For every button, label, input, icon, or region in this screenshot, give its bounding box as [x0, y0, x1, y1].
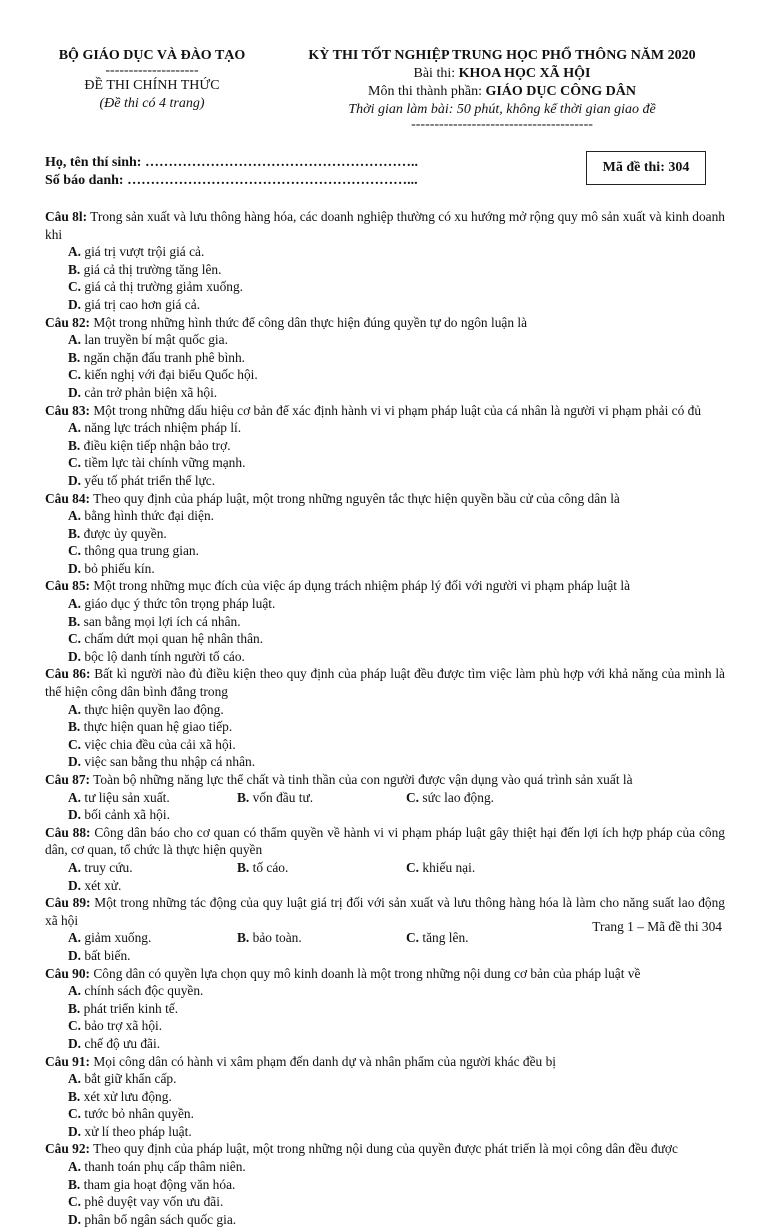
answer-options [45, 419, 725, 489]
option-letter: D. [68, 560, 82, 576]
answer-option [68, 1017, 406, 1035]
answer-option [68, 331, 406, 349]
question-number: Câu 84: [45, 490, 91, 506]
option-text: truy cứu. [84, 859, 133, 875]
option-text: cản trở phản biện xã hội. [84, 384, 218, 400]
option-text: giá cả thị trường tăng lên. [83, 261, 222, 277]
option-letter: B. [68, 261, 81, 277]
answer-option [68, 261, 406, 279]
option-text: giá trị cao hơn giá cả. [84, 296, 201, 312]
option-text: phát triển kinh tế. [83, 1000, 179, 1016]
answer-option [406, 859, 575, 877]
question-stem [45, 824, 725, 859]
question-block [45, 314, 725, 402]
answer-option [68, 296, 406, 314]
option-letter: C. [68, 367, 82, 383]
option-letter: A. [68, 508, 82, 524]
question-block [45, 1053, 725, 1141]
answer-option [68, 701, 406, 719]
answer-options [45, 1070, 725, 1140]
question-stem [45, 771, 725, 789]
answer-option [68, 789, 237, 807]
option-text: việc chia đều của cải xã hội. [84, 736, 236, 752]
option-letter: B. [237, 789, 250, 805]
option-letter: B. [68, 1000, 81, 1016]
question-text: Bất kì người nào đủ điều kiện theo quy định của pháp luật đều được tìm việc làm phù hợp với khả năng của mình là thể hiện công dân bình đẳng trong [45, 666, 725, 700]
header-left [40, 47, 264, 113]
option-letter: C. [68, 736, 82, 752]
option-text: giảm xuống. [84, 930, 152, 946]
question-list [45, 208, 725, 1228]
option-letter: C. [406, 859, 420, 875]
option-text: thực hiện quyền lao động. [84, 701, 224, 717]
question-stem [45, 314, 725, 332]
question-text: Một trong những tác động của quy luật giá trị đối với sản xuất và lưu thông hàng hóa là làm cho năng suất lao động xã hội [45, 895, 726, 928]
question-block [45, 1140, 725, 1228]
option-letter: D. [68, 1035, 82, 1051]
option-text: giá cả thị trường giảm xuống. [84, 279, 244, 295]
answer-options [45, 1158, 725, 1228]
option-text: kiến nghị với đại biểu Quốc hội. [84, 367, 258, 383]
option-letter: D. [68, 472, 82, 488]
option-text: thông qua trung gian. [84, 543, 199, 559]
option-letter: C. [68, 1194, 82, 1210]
option-text: san bằng mọi lợi ích cá nhân. [83, 613, 241, 629]
option-text: điều kiện tiếp nhận bảo trợ. [83, 437, 231, 453]
header-right [276, 47, 728, 131]
option-text: tư liệu sản xuất. [84, 789, 170, 805]
answer-option [237, 789, 406, 807]
option-text: được ủy quyền. [83, 525, 167, 541]
question-text: Một trong những mục đích của việc áp dụng trách nhiệm pháp lý đối với người vi phạm pháp luật là [93, 578, 631, 594]
option-letter: B. [68, 613, 81, 629]
option-letter: B. [68, 525, 81, 541]
option-text: chấm dứt mọi quan hệ nhân thân. [84, 631, 264, 647]
option-letter: D. [68, 754, 82, 770]
option-text: thực hiện quan hệ giao tiếp. [83, 719, 233, 735]
question-stem [45, 490, 725, 508]
answer-option [68, 1176, 406, 1194]
option-letter: A. [68, 1071, 82, 1087]
option-text: bảo toàn. [252, 930, 302, 946]
candidate-info [45, 154, 418, 190]
option-letter: D. [68, 1211, 82, 1227]
ministry-name: BỘ GIÁO DỤC VÀ ĐÀO TẠO [58, 48, 246, 63]
candidate-name-line: Họ, tên thí sinh: ………………………………………………….. [45, 155, 418, 170]
question-block [45, 824, 725, 894]
question-number: Câu 91: [45, 1053, 91, 1069]
question-block [45, 665, 725, 771]
answer-option [68, 437, 406, 455]
option-letter: C. [68, 455, 82, 471]
option-text: bảo trợ xã hội. [84, 1018, 163, 1034]
option-text: tố cáo. [252, 859, 289, 875]
answer-option [68, 507, 406, 525]
option-letter: B. [237, 930, 250, 946]
answer-option [237, 859, 406, 877]
question-number: Câu 83: [45, 402, 91, 418]
question-text: Một trong những hình thức để công dân thực hiện đúng quyền tự do ngôn luận là [93, 314, 528, 330]
time-note: Thời gian làm bài: 50 phút, không kể thời gian giao đề [348, 102, 656, 117]
option-letter: C. [68, 1106, 82, 1122]
answer-option [68, 1211, 406, 1228]
option-text: việc san bằng thu nhập cá nhân. [84, 754, 256, 770]
answer-option [68, 736, 406, 754]
option-letter: D. [68, 947, 82, 963]
test-line [276, 65, 728, 83]
option-letter: D. [68, 877, 82, 893]
answer-option [406, 789, 575, 807]
answer-options [45, 331, 725, 401]
option-letter: B. [68, 349, 81, 365]
page-footer: Trang 1 – Mã đề thi 304 [592, 919, 722, 934]
question-block [45, 577, 725, 665]
option-text: tham gia hoạt động văn hóa. [83, 1176, 236, 1192]
answer-option [68, 278, 406, 296]
question-text: Một trong những dấu hiệu cơ bản để xác định hành vi vi phạm pháp luật của cá nhân là người vi phạm phải có đủ [93, 402, 702, 418]
option-letter: A. [68, 1159, 82, 1175]
option-letter: A. [68, 332, 82, 348]
option-text: giá trị vượt trội giá cả. [84, 244, 205, 260]
option-text: phê duyệt vay vốn ưu đãi. [84, 1194, 224, 1210]
subject-line [276, 83, 728, 101]
test-name: KHOA HỌC XÃ HỘI [458, 66, 591, 81]
answer-option [68, 472, 406, 490]
option-text: tiềm lực tài chính vững mạnh. [84, 455, 246, 471]
option-text: lan truyền bí mật quốc gia. [84, 332, 228, 348]
option-letter: B. [68, 437, 81, 453]
official-label: ĐỀ THI CHÍNH THỨC [84, 78, 220, 93]
option-letter: C. [68, 1018, 82, 1034]
option-letter: A. [68, 420, 82, 436]
question-stem [45, 965, 725, 983]
option-text: thanh toán phụ cấp thâm niên. [84, 1159, 246, 1175]
option-letter: C. [406, 930, 420, 946]
option-letter: A. [68, 244, 82, 260]
option-letter: B. [68, 1088, 81, 1104]
question-stem [45, 208, 725, 243]
exam-code-box: Mã đề thi: 304 [586, 151, 706, 185]
answer-option [68, 1070, 406, 1088]
question-number: Câu 88: [45, 824, 91, 840]
option-text: tăng lên. [422, 930, 469, 946]
option-text: bằng hình thức đại diện. [84, 508, 214, 524]
question-text: Mọi công dân có hành vi xâm phạm đến danh dự và nhân phẩm của người khác đều bị [93, 1053, 556, 1069]
answer-option [68, 366, 406, 384]
pages-note: (Đề thi có 4 trang) [99, 96, 205, 111]
option-text: bối cảnh xã hội. [84, 807, 170, 823]
answer-option [68, 419, 406, 437]
question-number: Câu 8l: [45, 209, 88, 224]
question-number: Câu 87: [45, 772, 91, 787]
answer-option [68, 648, 406, 666]
option-letter: B. [68, 719, 81, 735]
answer-option [68, 1193, 406, 1211]
answer-option [68, 525, 406, 543]
answer-option [68, 1123, 406, 1141]
test-label: Bài thi: [413, 66, 459, 81]
answer-options [45, 982, 725, 1052]
question-stem [45, 665, 725, 700]
option-text: phân bổ ngân sách quốc gia. [84, 1211, 237, 1227]
option-letter: B. [68, 1176, 81, 1192]
option-text: vốn đầu tư. [252, 789, 314, 805]
question-block [45, 965, 725, 1053]
question-number: Câu 92: [45, 1141, 91, 1157]
subject-name: GIÁO DỤC CÔNG DÂN [485, 84, 636, 99]
answer-options [45, 595, 725, 665]
option-letter: A. [68, 596, 82, 612]
option-letter: D. [68, 807, 82, 823]
option-text: yếu tố phát triển thể lực. [84, 472, 216, 488]
option-letter: A. [68, 701, 82, 717]
option-letter: D. [68, 296, 82, 312]
answer-option [68, 1000, 406, 1018]
answer-option [68, 349, 406, 367]
answer-option [68, 560, 406, 578]
question-text: Công dân báo cho cơ quan có thẩm quyền về hành vi vi phạm pháp luật gây thiệt hại đến lợi ích hợp pháp của công dân, cơ quan, tổ chức là thực hiện quyền [45, 824, 725, 858]
option-text: giáo dục ý thức tôn trọng pháp luật. [84, 596, 276, 612]
question-number: Câu 85: [45, 578, 91, 594]
answer-option [68, 384, 406, 402]
question-text: Theo quy định của pháp luật, một trong những nguyên tắc thực hiện quyền bầu cử của công dân là [93, 490, 620, 506]
answer-option [406, 929, 575, 947]
answer-options [45, 789, 725, 824]
answer-option [68, 595, 406, 613]
option-text: khiếu nại. [422, 859, 476, 875]
answer-option [237, 929, 406, 947]
option-letter: A. [68, 859, 82, 875]
option-letter: A. [68, 983, 82, 999]
answer-option [68, 718, 406, 736]
answer-option [68, 806, 237, 824]
option-text: sức lao động. [422, 789, 494, 805]
question-text: Công dân có quyền lựa chọn quy mô kinh doanh là một trong những nội dung cơ bản của pháp luật về [93, 965, 641, 981]
option-letter: B. [237, 859, 250, 875]
question-text: Trong sản xuất và lưu thông hàng hóa, các doanh nghiệp thường có xu hướng mở rộng quy mô sản xuất và kinh doanh khi [45, 209, 725, 242]
answer-option [68, 1105, 406, 1123]
question-block [45, 771, 725, 824]
answer-option [68, 1088, 406, 1106]
answer-option [68, 454, 406, 472]
question-stem [45, 577, 725, 595]
option-letter: D. [68, 384, 82, 400]
question-block [45, 402, 725, 490]
option-text: tước bỏ nhân quyền. [84, 1106, 194, 1122]
right-divider: --------------------------------------- [411, 117, 593, 132]
answer-option [68, 753, 406, 771]
option-letter: D. [68, 648, 82, 664]
question-text: Toàn bộ những năng lực thể chất và tinh thần của con người được vận dụng vào quá trình sản xuất là [93, 772, 633, 787]
option-letter: C. [68, 543, 82, 559]
answer-option [68, 1035, 406, 1053]
answer-option [68, 982, 406, 1000]
option-text: bất biến. [84, 947, 131, 963]
option-text: xử lí theo pháp luật. [84, 1123, 192, 1139]
option-text: chế độ ưu đãi. [84, 1035, 161, 1051]
option-letter: C. [68, 631, 82, 647]
option-text: bỏ phiếu kín. [84, 560, 155, 576]
question-number: Câu 86: [45, 666, 91, 682]
question-text: Theo quy định của pháp luật, một trong những nội dung của quyền được phát triển là mọi công dân đều được [93, 1141, 678, 1157]
answer-option [68, 630, 406, 648]
question-number: Câu 89: [45, 895, 91, 911]
candidate-id-line: Số báo danh: ……………………………………………………... [45, 173, 418, 188]
option-letter: C. [68, 279, 82, 295]
answer-option [68, 1158, 406, 1176]
option-letter: A. [68, 930, 82, 946]
option-letter: C. [406, 789, 420, 805]
answer-options [45, 243, 725, 313]
answer-option [68, 613, 406, 631]
question-number: Câu 82: [45, 314, 91, 330]
answer-options [45, 701, 725, 771]
option-text: năng lực trách nhiệm pháp lí. [84, 420, 242, 436]
answer-option [68, 859, 237, 877]
option-text: chính sách độc quyền. [84, 983, 204, 999]
question-block [45, 208, 725, 314]
option-text: bắt giữ khẩn cấp. [84, 1071, 177, 1087]
option-letter: D. [68, 1123, 82, 1139]
question-stem [45, 402, 725, 420]
left-divider: -------------------- [105, 63, 199, 78]
subject-label: Môn thi thành phần: [368, 84, 486, 99]
exam-title: KỲ THI TỐT NGHIỆP TRUNG HỌC PHỔ THÔNG NĂM 2020 [308, 48, 696, 63]
answer-option [68, 947, 237, 965]
question-stem [45, 1140, 725, 1158]
option-text: xét xử lưu động. [83, 1088, 172, 1104]
question-block [45, 490, 725, 578]
answer-option [68, 929, 237, 947]
answer-option [68, 243, 406, 261]
question-stem [45, 1053, 725, 1071]
answer-options [45, 859, 725, 894]
question-number: Câu 90: [45, 965, 91, 981]
answer-option [68, 542, 406, 560]
answer-option [68, 877, 237, 895]
option-letter: A. [68, 789, 82, 805]
option-text: ngăn chặn đấu tranh phê bình. [83, 349, 246, 365]
answer-options [45, 507, 725, 577]
option-text: xét xử. [84, 877, 122, 893]
option-text: bộc lộ danh tính người tố cáo. [84, 648, 245, 664]
